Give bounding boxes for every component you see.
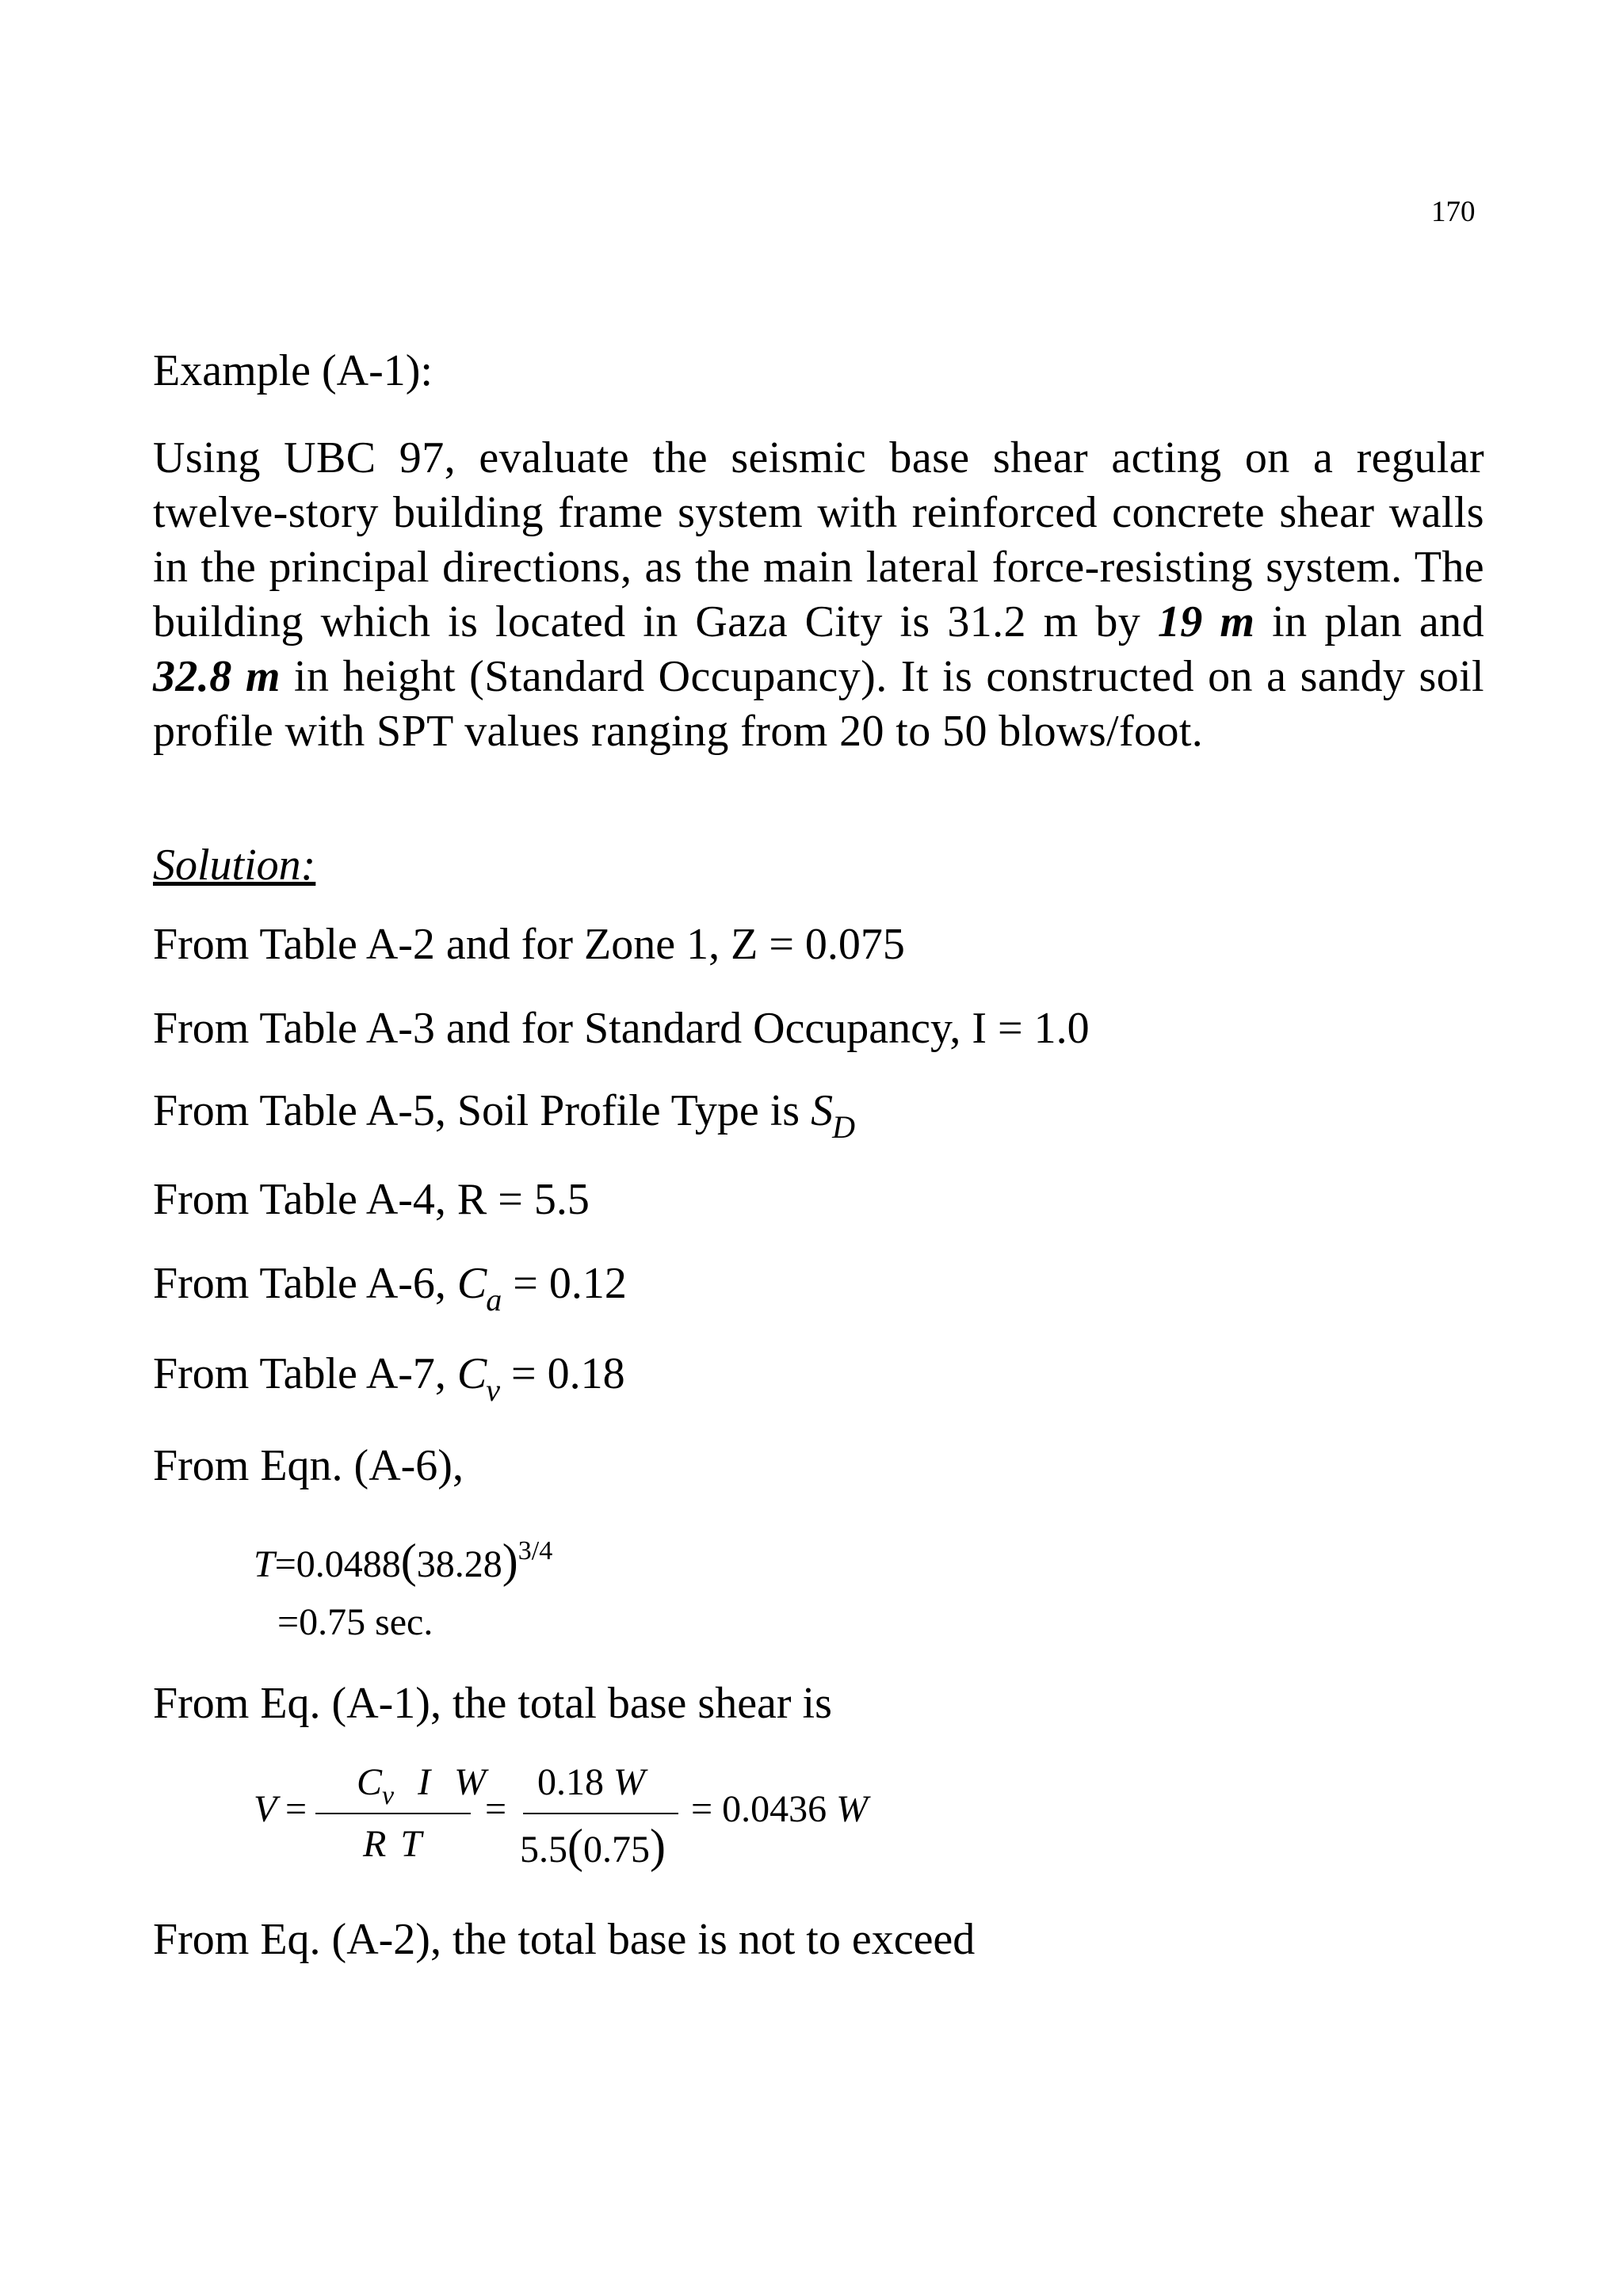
result-w: W: [836, 1788, 869, 1830]
cv-prefix: From Table A-7,: [153, 1349, 446, 1398]
step-eq-a2: From Eq. (A-2), the total base is not to exceed: [153, 1915, 976, 1964]
fraction2-denominator: [520, 1819, 666, 1874]
fraction2-numerator: [537, 1760, 645, 1804]
den2-a: 5.5: [520, 1829, 567, 1871]
soil-symbol: S: [811, 1086, 834, 1135]
den2-b: 0.75: [582, 1829, 650, 1871]
page-number: 170: [1431, 196, 1476, 228]
step-eq-a1: From Eq. (A-1), the total base shear is: [153, 1679, 832, 1728]
v-symbol: V: [254, 1788, 277, 1830]
fraction1-denominator: R T: [363, 1823, 422, 1865]
open-paren: (: [400, 1535, 417, 1587]
period-lhs: T: [254, 1543, 275, 1585]
problem-statement: [153, 431, 1484, 759]
num1-rest: I W: [418, 1761, 487, 1803]
result: [691, 1787, 868, 1831]
step-importance: From Table A-3 and for Standard Occupancy, I = 1.0: [153, 1004, 1090, 1053]
den2-open-paren: (: [567, 1820, 583, 1872]
solution-heading: Solution:: [153, 841, 316, 890]
step-cv: [153, 1349, 625, 1408]
fraction1-numerator: [357, 1760, 487, 1810]
den2-close-paren: ): [649, 1820, 666, 1872]
close-paren: ): [502, 1535, 518, 1587]
problem-text-3: in height (Standard Occupancy). It is constructed on a sandy soil profile with SPT values ranging from 20 to 50 blows/foot.: [153, 652, 1484, 756]
problem-height-bold: 32.8 m: [153, 652, 281, 701]
period-base: 38.28: [416, 1543, 502, 1585]
step-zone: From Table A-2 and for Zone 1, Z = 0.075: [153, 920, 905, 969]
period-rhs: =0.0488: [274, 1543, 401, 1585]
num1-c: C: [357, 1761, 383, 1803]
step-soil: [153, 1086, 855, 1145]
problem-text-2: in plan and: [1272, 597, 1484, 646]
fraction2-bar: [523, 1813, 678, 1814]
num2-w: W: [613, 1761, 645, 1803]
period-equation-line2: =0.75 sec.: [277, 1601, 433, 1643]
example-heading: Example (A-1):: [153, 346, 433, 395]
step-r-factor: From Table A-4, R = 5.5: [153, 1175, 590, 1224]
step-ca: [153, 1259, 627, 1318]
soil-subscript: D: [832, 1109, 855, 1145]
period-exponent: 3/4: [517, 1536, 553, 1566]
ca-prefix: From Table A-6,: [153, 1259, 446, 1308]
ca-symbol: C: [456, 1259, 487, 1308]
ca-subscript: a: [486, 1282, 502, 1318]
equals-1: =: [285, 1788, 307, 1830]
problem-text-1: Using UBC 97, evaluate the seismic base shear acting on a regular twelve-story building frame system with reinforced concrete shear walls in the principal directions, as the main lateral force-resisting system. The building which is located in Gaza City is 31.2 m by: [153, 433, 1484, 646]
equals-2: =: [485, 1788, 507, 1830]
cv-symbol: C: [456, 1349, 487, 1398]
problem-width-bold: 19 m: [1157, 597, 1255, 646]
soil-prefix: From Table A-5, Soil Profile Type is: [153, 1086, 800, 1135]
period-equation-line1: [254, 1534, 552, 1589]
ca-value: = 0.12: [513, 1259, 627, 1308]
num1-sub: v: [382, 1781, 395, 1810]
result-value: = 0.0436: [691, 1788, 827, 1830]
cv-subscript: v: [486, 1372, 501, 1408]
num2-value: 0.18: [537, 1761, 604, 1803]
cv-value: = 0.18: [511, 1349, 625, 1398]
fraction1-bar: [315, 1813, 471, 1814]
step-eqn-a6: From Eqn. (A-6),: [153, 1441, 464, 1490]
